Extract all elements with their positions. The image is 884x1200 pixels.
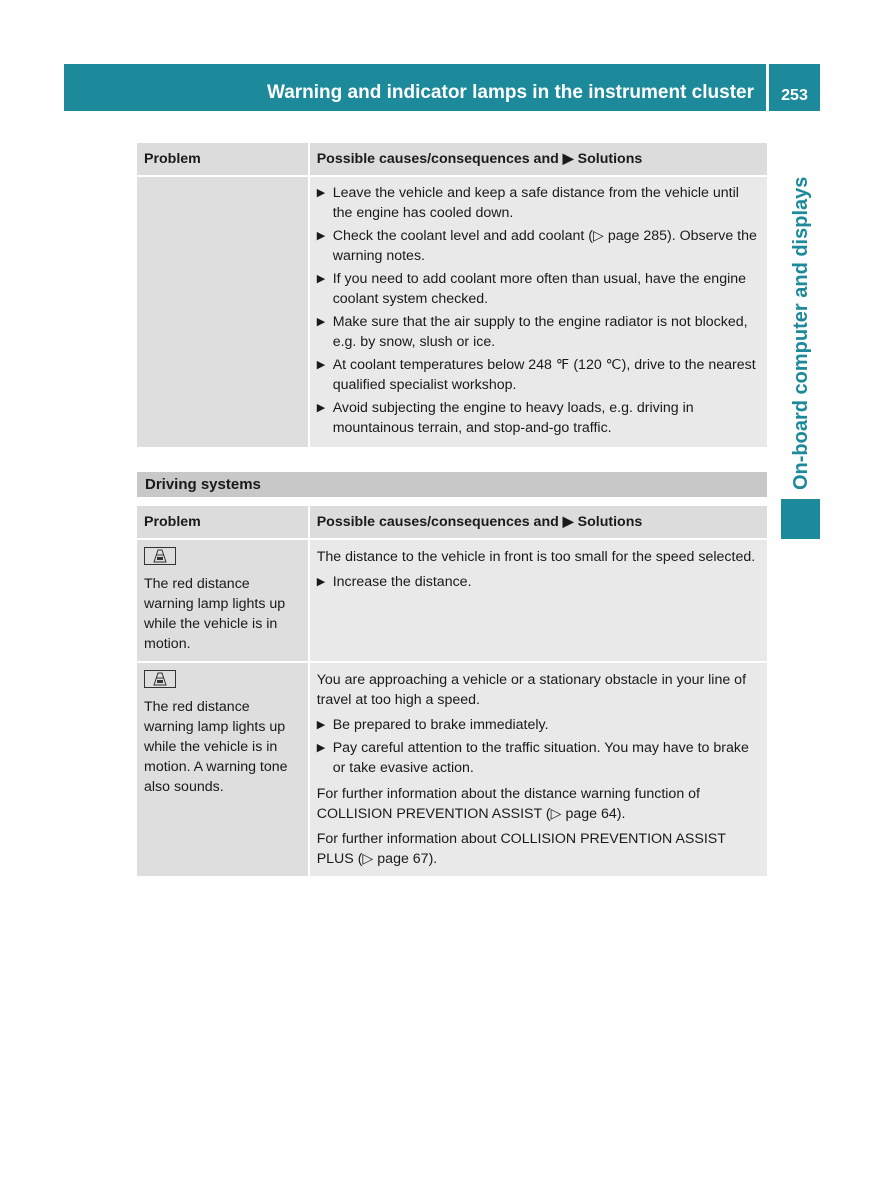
cause-text: The distance to the vehicle in front is too small for the speed selected.: [316, 549, 756, 565]
list-item: [317, 183, 760, 223]
side-tab-marker: [781, 499, 820, 539]
col-header-solutions-suffix: Solutions: [577, 151, 643, 167]
list-item-text: Make sure that the air supply to the engine radiator is not blocked, e.g. by snow, slush or ice.: [332, 314, 748, 350]
list-item: [317, 715, 760, 735]
list-item: [317, 355, 760, 395]
list-item: [317, 269, 760, 309]
col-header-solutions-suffix: Solutions: [577, 514, 643, 530]
side-tab: [781, 150, 821, 495]
col-header-solutions: [310, 143, 767, 175]
bullet-arrow-icon: ▶: [316, 187, 326, 199]
note-text: For further information about the distance warning function of COLLISION PREVENTION ASSIST (▷ page 64).: [316, 786, 700, 822]
col-header-problem: Problem: [137, 506, 310, 538]
col-header-solutions-label: Possible causes/consequences and: [316, 151, 559, 167]
play-arrow-icon: ▶: [562, 514, 574, 530]
problem-cell: [137, 661, 310, 876]
coolant-table: [137, 143, 767, 447]
list-item-text: Be prepared to brake immediately.: [332, 717, 549, 733]
list-item-text: At coolant temperatures below 248 ℉ (120 ℃), drive to the nearest qualified specialist workshop.: [332, 357, 756, 393]
list-item: [317, 398, 760, 438]
play-arrow-icon: ▶: [562, 151, 574, 167]
list-item-text: Check the coolant level and add coolant (▷ page 285). Observe the warning notes.: [332, 228, 757, 264]
bullet-arrow-icon: ▶: [316, 719, 326, 731]
note-text: For further information about COLLISION PREVENTION ASSIST PLUS (▷ page 67).: [316, 831, 726, 867]
page-number: 253: [781, 87, 808, 104]
list-item-text: Leave the vehicle and keep a safe distance from the vehicle until the engine has cooled down.: [332, 185, 739, 221]
table-row: [137, 661, 767, 876]
problem-cell-empty: [137, 175, 310, 447]
distance-warning-lamp-icon: [144, 670, 176, 688]
list-item-text: If you need to add coolant more often than usual, have the engine coolant system checked.: [332, 271, 747, 307]
driving-systems-table: [137, 506, 767, 876]
col-header-solutions: [310, 506, 767, 538]
page-title: Warning and indicator lamps in the instrument cluster: [266, 82, 754, 103]
solutions-cell: [310, 175, 767, 447]
bullet-arrow-icon: ▶: [316, 316, 326, 328]
problem-cell: [137, 538, 310, 661]
problem-text: The red distance warning lamp lights up while the vehicle is in motion.: [144, 576, 286, 652]
bullet-arrow-icon: ▶: [316, 402, 326, 414]
distance-warning-lamp-icon: [144, 547, 176, 565]
problem-text: The red distance warning lamp lights up while the vehicle is in motion. A warning tone also sounds.: [144, 699, 288, 795]
list-item-text: Pay careful attention to the traffic situation. You may have to brake or take evasive action.: [332, 740, 749, 776]
bullet-arrow-icon: ▶: [316, 742, 326, 754]
bullet-arrow-icon: ▶: [316, 230, 326, 242]
header-bar: [64, 64, 766, 111]
page-number-box: [769, 64, 820, 111]
bullet-arrow-icon: ▶: [316, 359, 326, 371]
list-item: [317, 572, 760, 592]
table-row: [137, 538, 767, 661]
solutions-cell: [310, 538, 767, 661]
list-item: [317, 312, 760, 352]
col-header-problem: Problem: [137, 143, 310, 175]
list-item: [317, 738, 760, 778]
list-item-text: Avoid subjecting the engine to heavy loads, e.g. driving in mountainous terrain, and stop-and-go traffic.: [332, 400, 694, 436]
col-header-solutions-label: Possible causes/consequences and: [316, 514, 559, 530]
list-item: [317, 226, 760, 266]
solutions-cell: [310, 661, 767, 876]
bullet-arrow-icon: ▶: [316, 273, 326, 285]
side-tab-label: On-board computer and displays: [790, 176, 812, 490]
bullet-arrow-icon: ▶: [316, 576, 326, 588]
section-header: [137, 472, 767, 497]
cause-text: You are approaching a vehicle or a stationary obstacle in your line of travel at too high a speed.: [316, 672, 747, 708]
section-title: Driving systems: [145, 476, 261, 493]
list-item-text: Increase the distance.: [332, 574, 472, 590]
